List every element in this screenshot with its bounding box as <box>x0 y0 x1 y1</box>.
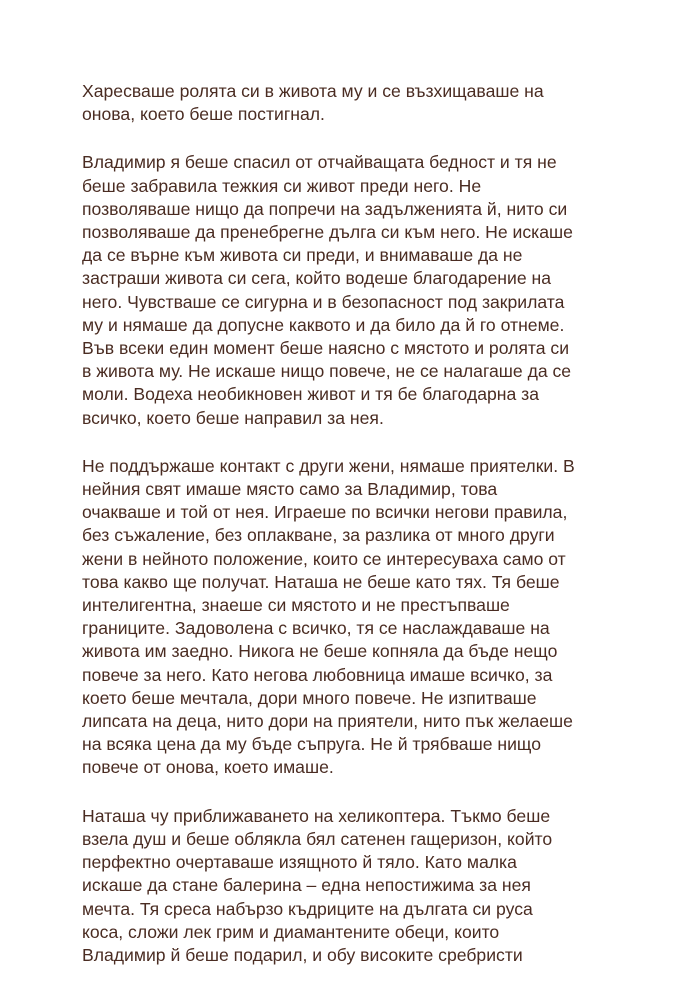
text-line: живота им заедно. Никога не беше копняла да бъде нещо <box>82 641 558 662</box>
text-line: Владимир й беше подарил, и обу високите сребристи <box>82 944 523 965</box>
paragraph <box>82 805 642 967</box>
text-line: което беше мечтала, дори много повече. Не изпитваше <box>82 687 537 708</box>
paragraph <box>82 80 642 126</box>
text-line: повече от онова, което имаше. <box>82 757 334 778</box>
text-line: коса, сложи лек грим и диамантените обеци, които <box>82 921 500 942</box>
text-line: жени в нейното положение, които се интересуваха само от <box>82 548 566 569</box>
paragraph <box>82 455 642 780</box>
text-line: липсата на деца, нито дори на приятели, нито пък желаеше <box>82 711 573 732</box>
text-line: на всяка цена да му бъде съпруга. Не й трябваше нищо <box>82 734 541 755</box>
text-line: мечта. Тя среса набързо къдриците на дългата си руса <box>82 898 533 919</box>
text-line: перфектно очертаваше изящното й тяло. Като малка <box>82 852 517 873</box>
text-line: без съжаление, без оплакване, за разлика от много други <box>82 525 555 546</box>
text-column <box>82 80 642 992</box>
paragraph <box>82 151 642 429</box>
text-line: интелигентна, знаеше си мястото и не престъпваше <box>82 595 510 616</box>
text-line: му и нямаше да допусне каквото и да било да й го отнеме. <box>82 314 565 335</box>
text-line: всичко, което беше направил за нея. <box>82 407 384 428</box>
text-line: да се върне към живота си преди, и внимаваше да не <box>82 245 523 266</box>
text-line: онова, което беше постигнал. <box>82 104 325 125</box>
text-line: моли. Водеха необикновен живот и тя бе благодарна за <box>82 384 540 405</box>
text-line: беше забравила тежкия си живот преди него. Не <box>82 175 482 196</box>
text-line: Харесваше ролята си в живота му и се възхищаваше на <box>82 81 544 101</box>
text-line: позволяваше нищо да попречи на задълженията й, нито си <box>82 198 568 219</box>
text-line: Наташа чу приближаването на хеликоптера. Тъкмо беше <box>82 805 551 826</box>
text-line: искаше да стане балерина – една непостижима за нея <box>82 875 531 896</box>
text-line: повече за него. Като негова любовница имаше всичко, за <box>82 664 553 685</box>
text-line: Във всеки един момент беше наясно с мястото и ролята си <box>82 338 570 359</box>
text-line: Не поддържаше контакт с други жени, нямаше приятелки. В <box>82 455 575 476</box>
text-line: очакваше и той от нея. Играеше по всички негови правила, <box>82 502 568 523</box>
text-line: Владимир я беше спасил от отчайващата бедност и тя не <box>82 152 557 173</box>
text-line: взела душ и беше облякла бял сатенен гащеризон, който <box>82 828 553 849</box>
text-line: в живота му. Не искаше нищо повече, не се налагаше да се <box>82 361 572 382</box>
text-line: границите. Задоволена с всичко, тя се наслаждаваше на <box>82 618 550 639</box>
text-line: него. Чувстваше се сигурна и в безопасност под закрилата <box>82 291 565 312</box>
text-line: позволяваше да пренебрегне дълга си към него. Не искаше <box>82 222 573 243</box>
text-line: застраши живота си сега, който водеше благодарение на <box>82 268 551 289</box>
text-line: това какво ще получат. Наташа не беше като тях. Тя беше <box>82 571 560 592</box>
text-line: нейния свят имаше място само за Владимир, това <box>82 479 498 500</box>
